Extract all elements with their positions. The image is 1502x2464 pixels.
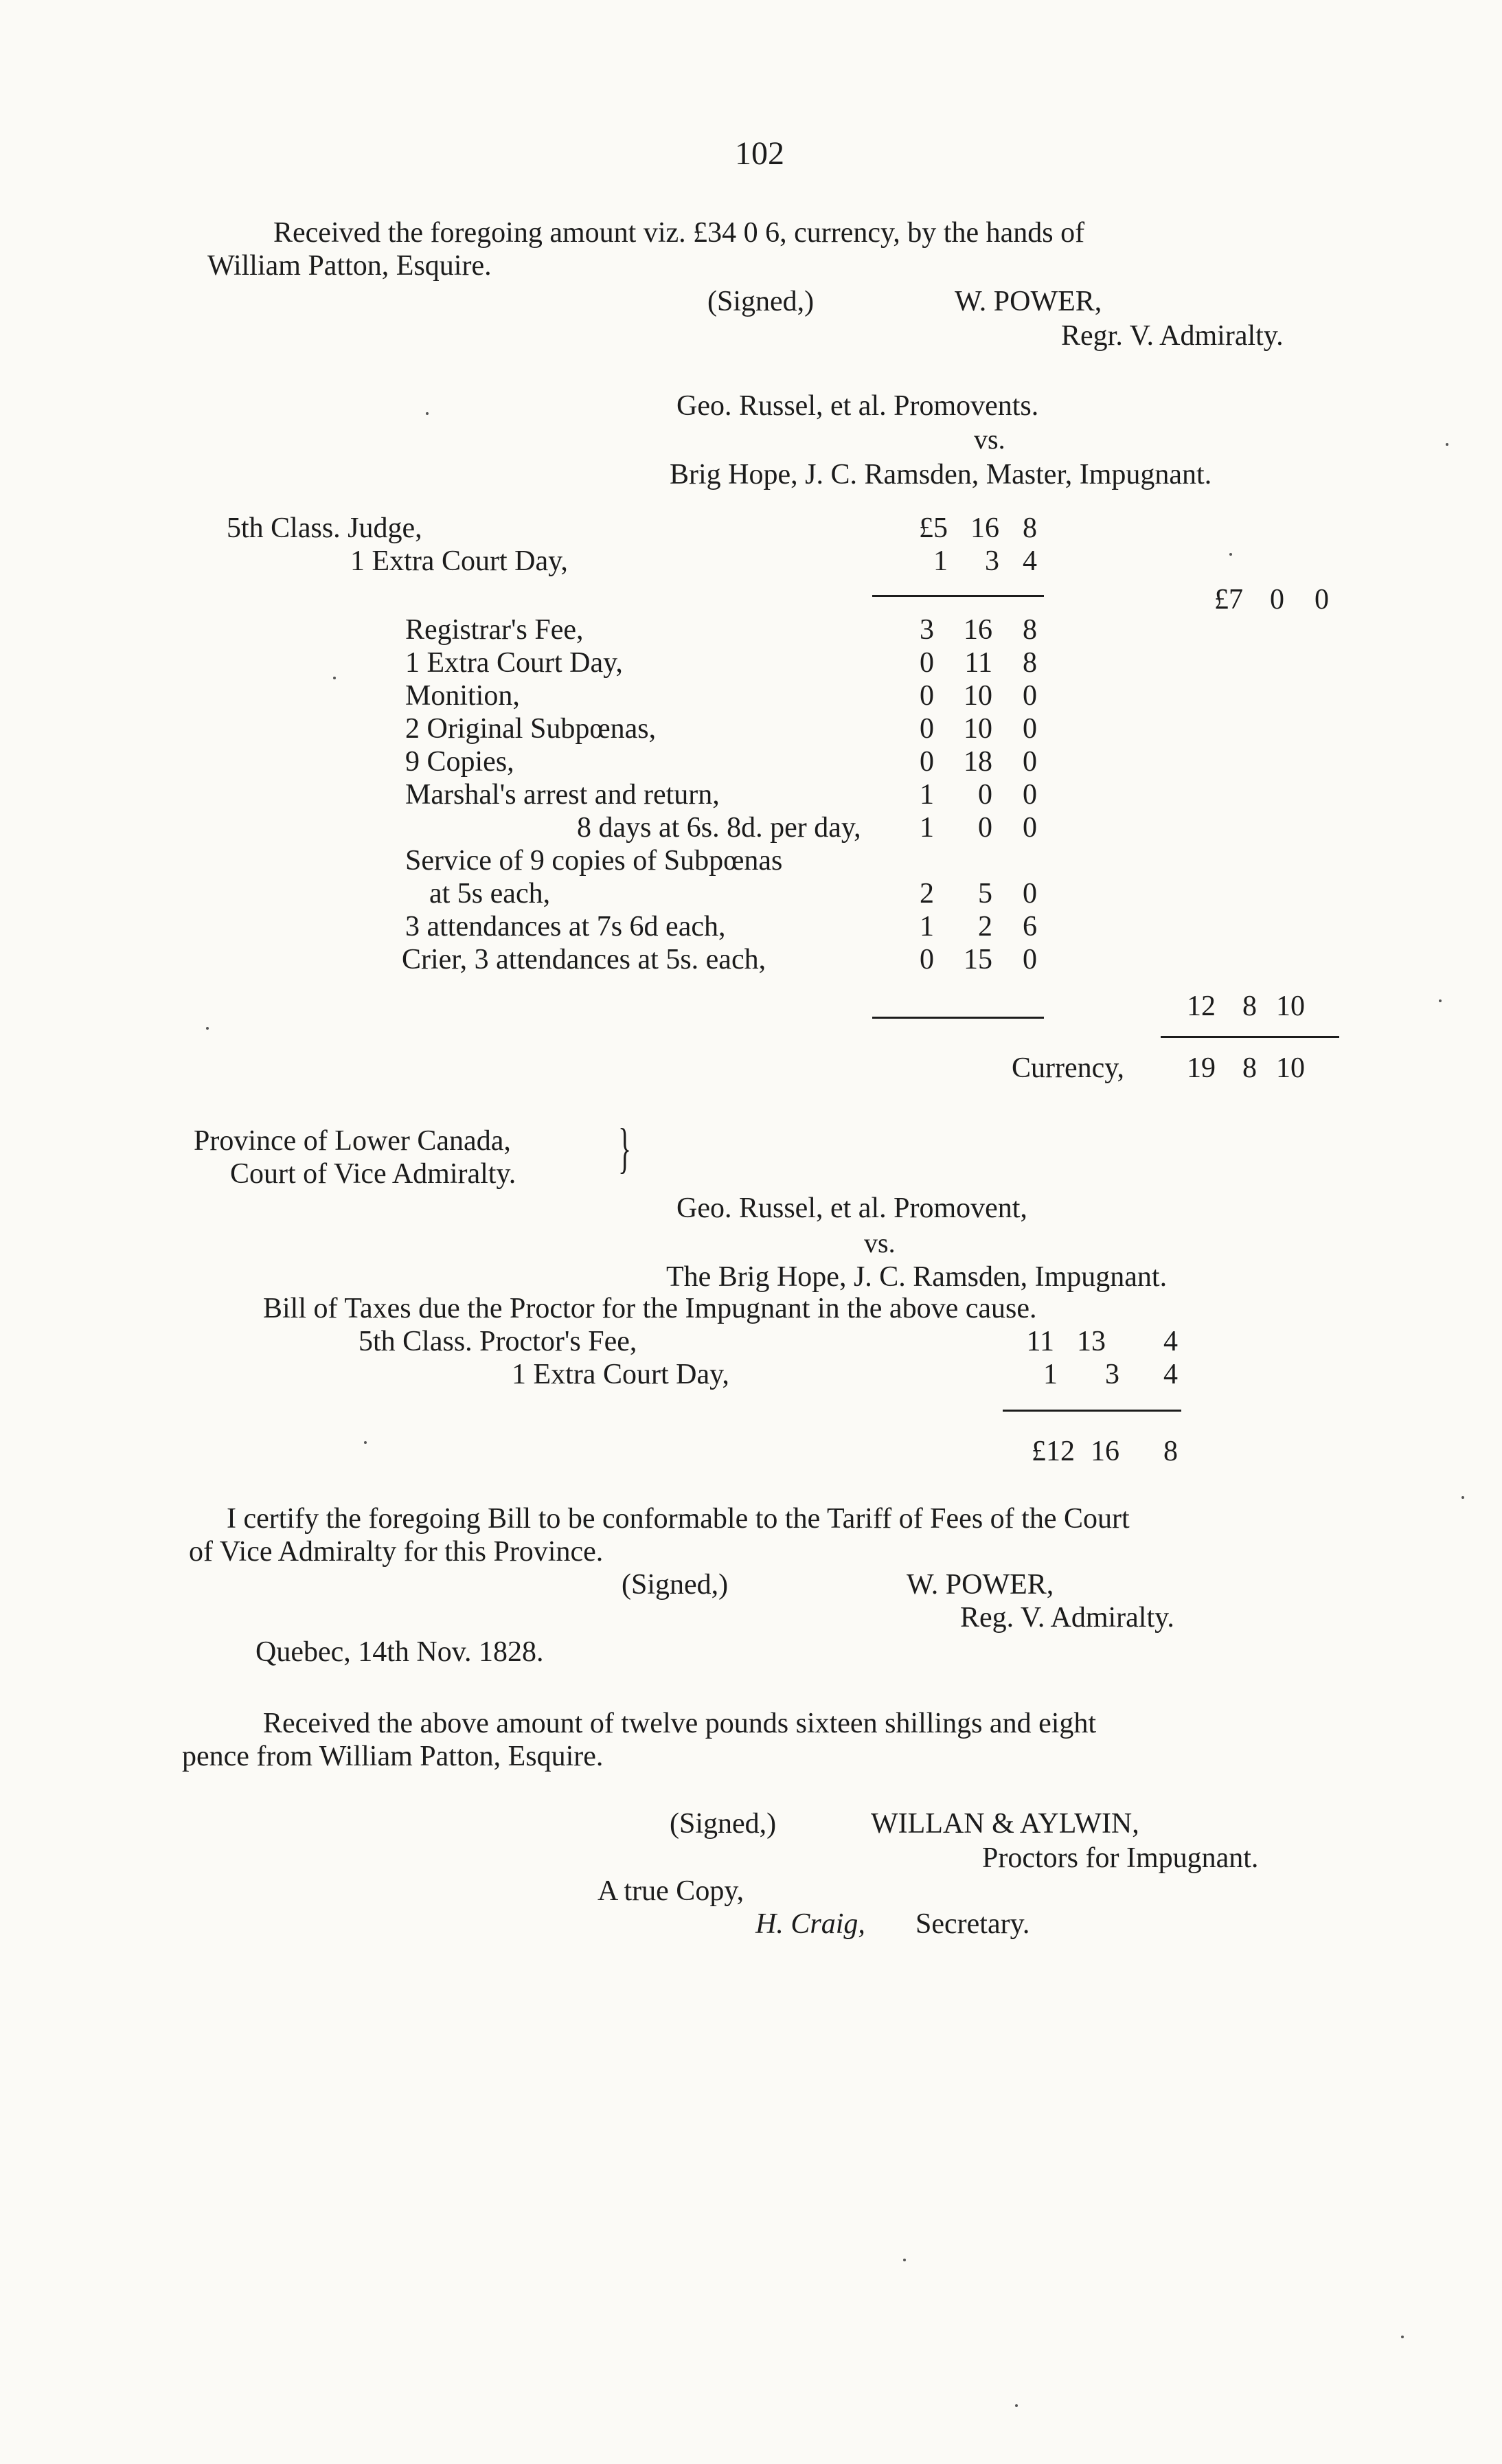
case1-item-pence: 8 xyxy=(1023,647,1037,679)
case1-subtotal1-shillings: 0 xyxy=(1270,584,1284,615)
page-speck xyxy=(364,1441,367,1444)
case1-subtotal1-pounds: £7 xyxy=(1214,584,1243,615)
page-number: 102 xyxy=(735,135,784,172)
case1-item-label: Crier, 3 attendances at 5s. each, xyxy=(402,944,766,975)
case1-item-shillings: 18 xyxy=(964,746,992,778)
case2-proctor-shillings: 13 xyxy=(1077,1326,1106,1357)
case1-item-label: Registrar's Fee, xyxy=(405,614,584,646)
case1-item-pence: 0 xyxy=(1023,680,1037,712)
case1-rule-2 xyxy=(872,1017,1044,1019)
case1-item-pounds: 3 xyxy=(920,614,934,646)
case1-item-shillings: 10 xyxy=(964,680,992,712)
receipt1-signed: (Signed,) xyxy=(707,286,815,317)
case1-judge-label: 5th Class. Judge, xyxy=(227,512,422,544)
case1-item-shillings: 16 xyxy=(964,614,992,646)
case1-item-pounds: 1 xyxy=(920,911,934,942)
case1-subtotal1-pence: 0 xyxy=(1315,584,1329,615)
case1-extra-pounds: 1 xyxy=(933,545,948,577)
case2-total-shillings: 16 xyxy=(1091,1436,1119,1467)
case1-item-label: 2 Original Subpœnas, xyxy=(405,713,657,745)
receipt2-secretary-name: H. Craig, xyxy=(755,1908,865,1940)
case1-item-label: 9 Copies, xyxy=(405,746,514,778)
receipt2-title: Proctors for Impugnant. xyxy=(982,1842,1259,1874)
case1-item-pence: 0 xyxy=(1023,746,1037,778)
case1-item-pounds: 0 xyxy=(920,746,934,778)
case1-extra-label: 1 Extra Court Day, xyxy=(350,545,568,577)
case1-item-shillings: 15 xyxy=(964,944,992,975)
case1-rule-1 xyxy=(872,595,1044,597)
page-speck xyxy=(426,412,429,415)
receipt2-line1: Received the above amount of twelve pounds sixteen shillings and eight xyxy=(263,1708,1097,1739)
case2-proctor-label: 5th Class. Proctor's Fee, xyxy=(359,1326,637,1357)
case1-item-pence: 0 xyxy=(1023,812,1037,844)
case1-item-label: Marshal's arrest and return, xyxy=(405,779,720,811)
case1-item-pounds: 0 xyxy=(920,680,934,712)
certify-name: W. POWER, xyxy=(907,1569,1054,1601)
case1-item-pounds: 0 xyxy=(920,647,934,679)
case1-item-shillings: 0 xyxy=(978,779,992,811)
receipt2-secretary-title: Secretary. xyxy=(915,1908,1030,1940)
case2-bill-line: Bill of Taxes due the Proctor for the Impugnant in the above cause. xyxy=(263,1293,1037,1324)
case1-subtotal2-pounds: 12 xyxy=(1187,991,1216,1022)
receipt1-title: Regr. V. Admiralty. xyxy=(1061,320,1284,352)
case2-total-pounds: £12 xyxy=(1032,1436,1075,1467)
receipt1-line1: Received the foregoing amount viz. £34 0 6, currency, by the hands of xyxy=(273,217,1085,249)
case1-vs: vs. xyxy=(974,424,1005,455)
case2-vs: vs. xyxy=(864,1228,896,1258)
receipt2-true-copy: A true Copy, xyxy=(598,1875,744,1907)
case1-item-label: Service of 9 copies of Subpœnas xyxy=(405,845,783,877)
case1-item-pence: 0 xyxy=(1023,713,1037,745)
case1-item-shillings: 5 xyxy=(978,878,992,909)
certify-title: Reg. V. Admiralty. xyxy=(960,1602,1174,1634)
case1-judge-pounds: £5 xyxy=(919,512,948,544)
receipt2-name: WILLAN & AYLWIN, xyxy=(871,1808,1139,1840)
page-speck xyxy=(1401,2336,1404,2338)
case1-item-pounds: 0 xyxy=(920,713,934,745)
case2-extra-shillings: 3 xyxy=(1105,1359,1119,1390)
case1-total-pounds: 19 xyxy=(1187,1052,1216,1084)
page-speck xyxy=(1461,1496,1464,1499)
case1-item-label: at 5s each, xyxy=(429,878,551,909)
certify-date: Quebec, 14th Nov. 1828. xyxy=(255,1636,544,1668)
case1-item-label: 8 days at 6s. 8d. per day, xyxy=(577,812,861,844)
case1-promovent: Geo. Russel, et al. Promovents. xyxy=(676,390,1039,422)
certify-line2: of Vice Admiralty for this Province. xyxy=(189,1536,604,1568)
case1-item-pounds: 0 xyxy=(920,944,934,975)
receipt2-signed: (Signed,) xyxy=(670,1808,777,1840)
page-speck xyxy=(1446,443,1448,446)
case1-item-pounds: 2 xyxy=(920,878,934,909)
case1-judge-shillings: 16 xyxy=(970,512,999,544)
case1-impugnant: Brig Hope, J. C. Ramsden, Master, Impugnant. xyxy=(670,459,1212,490)
page-speck xyxy=(1439,999,1442,1002)
case2-promovent: Geo. Russel, et al. Promovent, xyxy=(676,1193,1027,1224)
case2-rule xyxy=(1003,1410,1181,1412)
case1-judge-pence: 8 xyxy=(1023,512,1037,544)
case2-brace: } xyxy=(618,1118,632,1179)
case1-item-label: 1 Extra Court Day, xyxy=(405,647,623,679)
case2-extra-pounds: 1 xyxy=(1043,1359,1058,1390)
case1-item-shillings: 11 xyxy=(964,647,992,679)
case2-province-line2: Court of Vice Admiralty. xyxy=(230,1158,516,1190)
page-speck xyxy=(1229,553,1232,556)
case1-item-shillings: 10 xyxy=(964,713,992,745)
case1-item-pence: 0 xyxy=(1023,944,1037,975)
case2-impugnant: The Brig Hope, J. C. Ramsden, Impugnant. xyxy=(666,1261,1168,1293)
case2-extra-pence: 4 xyxy=(1163,1359,1178,1390)
case1-item-shillings: 2 xyxy=(978,911,992,942)
case1-item-pounds: 1 xyxy=(920,812,934,844)
case1-subtotal2-pence: 10 xyxy=(1276,991,1305,1022)
case1-item-pence: 0 xyxy=(1023,878,1037,909)
case1-total-pence: 10 xyxy=(1276,1052,1305,1084)
certify-signed: (Signed,) xyxy=(622,1569,729,1601)
receipt1-line2: William Patton, Esquire. xyxy=(207,250,492,282)
case2-extra-label: 1 Extra Court Day, xyxy=(512,1359,729,1390)
case1-extra-shillings: 3 xyxy=(985,545,999,577)
receipt1-name: W. POWER, xyxy=(955,286,1102,317)
case1-rule-3 xyxy=(1161,1036,1339,1038)
certify-line1: I certify the foregoing Bill to be conformable to the Tariff of Fees of the Court xyxy=(227,1503,1130,1535)
page-speck xyxy=(206,1027,209,1030)
receipt2-line2: pence from William Patton, Esquire. xyxy=(182,1741,604,1772)
case1-total-shillings: 8 xyxy=(1242,1052,1257,1084)
case1-item-pounds: 1 xyxy=(920,779,934,811)
case1-item-pence: 6 xyxy=(1023,911,1037,942)
page-speck xyxy=(1015,2404,1018,2407)
case1-item-pence: 8 xyxy=(1023,614,1037,646)
case1-subtotal2-shillings: 8 xyxy=(1242,991,1257,1022)
page-speck xyxy=(903,2259,906,2261)
case1-item-label: 3 attendances at 7s 6d each, xyxy=(405,911,726,942)
case1-currency-label: Currency, xyxy=(1012,1052,1125,1084)
case1-item-label: Monition, xyxy=(405,680,520,712)
case2-province-line1: Province of Lower Canada, xyxy=(194,1125,511,1157)
case2-total-pence: 8 xyxy=(1163,1436,1178,1467)
case1-item-shillings: 0 xyxy=(978,812,992,844)
case2-proctor-pounds: 11 xyxy=(1026,1326,1054,1357)
case1-item-pence: 0 xyxy=(1023,779,1037,811)
page-speck xyxy=(333,677,336,679)
case2-proctor-pence: 4 xyxy=(1163,1326,1178,1357)
case1-extra-pence: 4 xyxy=(1023,545,1037,577)
